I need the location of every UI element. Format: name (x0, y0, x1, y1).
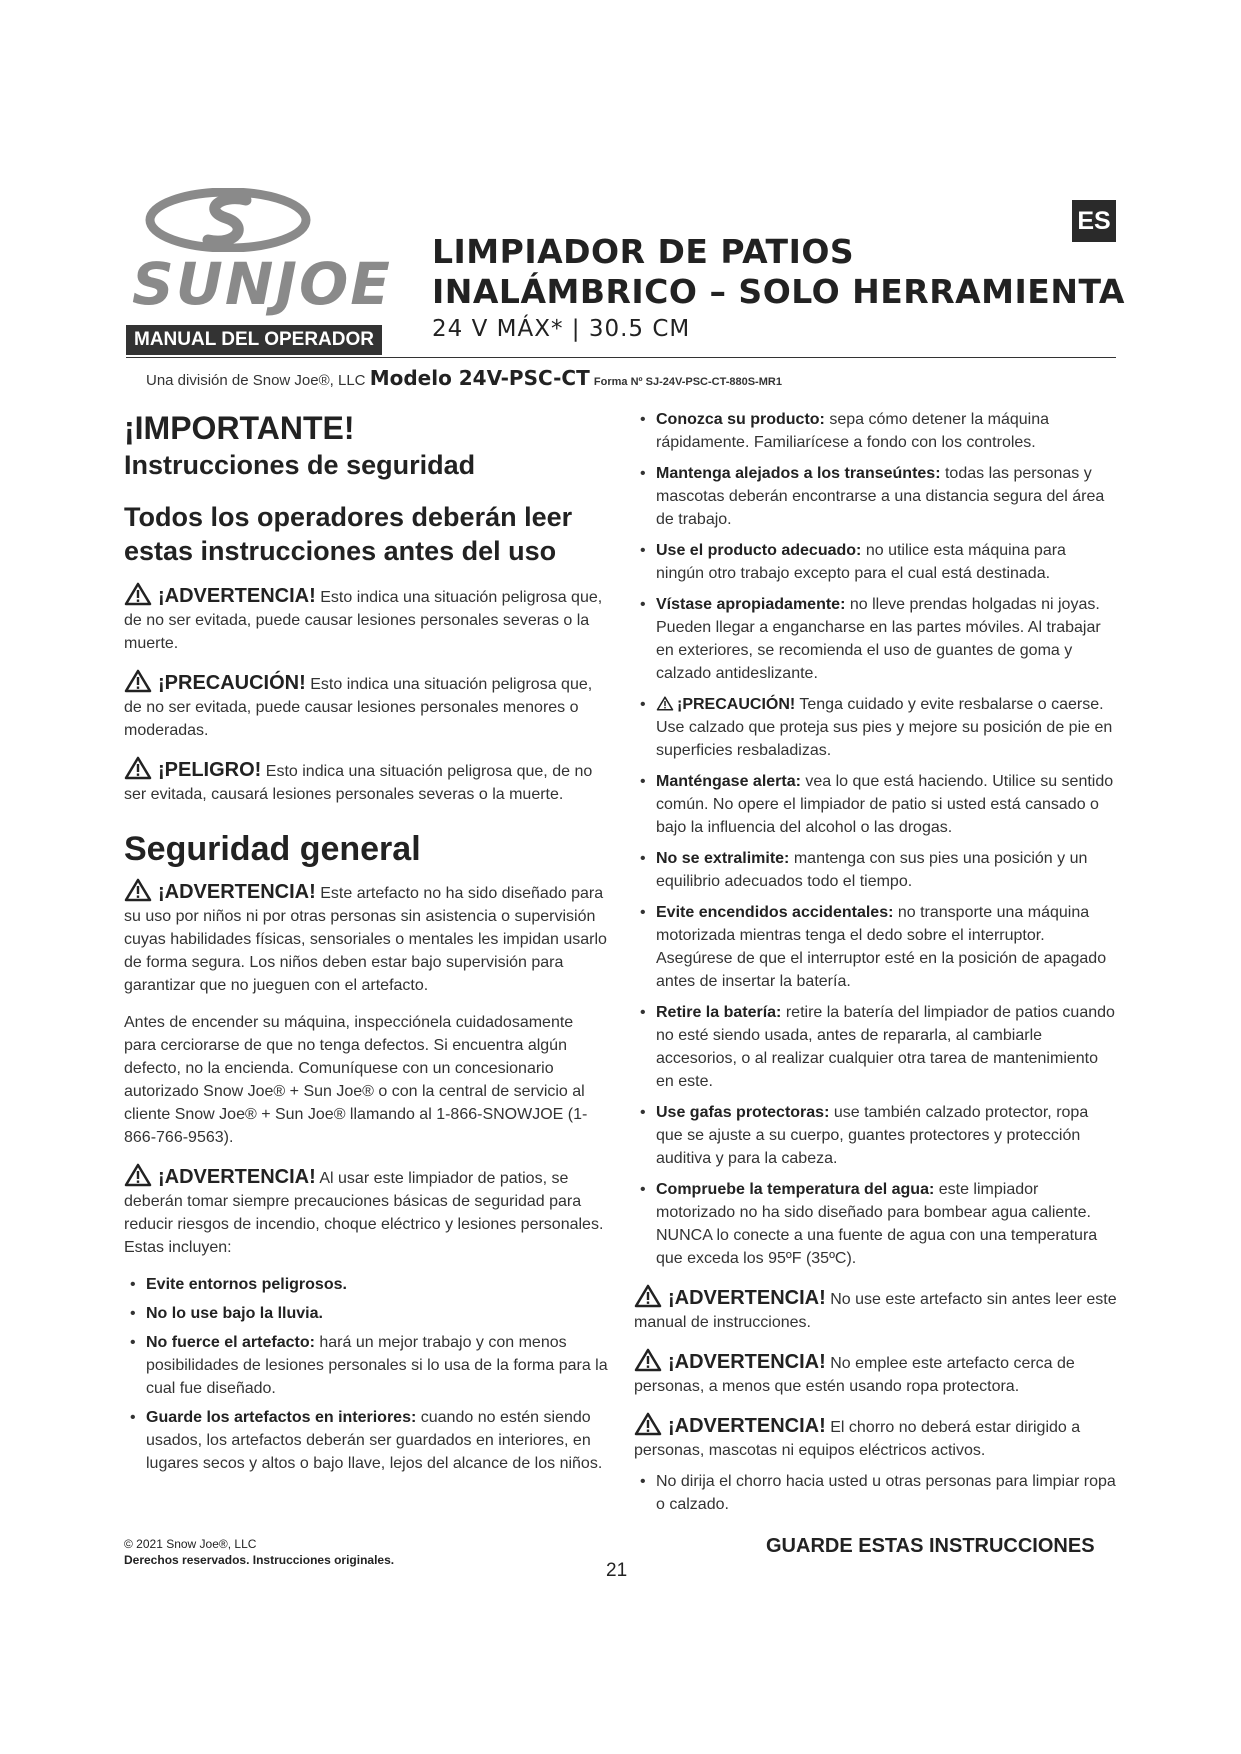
list-item: • Conozca su producto: sepa cómo detener la máquina rápidamente. Familiarícese a fondo con los controles. (634, 408, 1118, 454)
list-item: • Use el producto adecuado: no utilice esta máquina para ningún otro trabajo excepto para el cual está destinada. (634, 539, 1118, 585)
list-item: • Mantenga alejados a los transeúntes: todas las personas y mascotas deberán encontrarse a una distancia segura del área de trabajo. (634, 462, 1118, 531)
page-number: 21 (606, 1560, 628, 1581)
language-badge: ES (1072, 200, 1116, 242)
spray-bullet-list (634, 1470, 1118, 1516)
save-instructions: GUARDE ESTAS INSTRUCCIONES (766, 1535, 1095, 1557)
title-line-1: LIMPIADOR DE PATIOS (432, 232, 855, 271)
basic-precautions-warning: ¡ADVERTENCIA! Al usar este limpiador de patios, se deberán tomar siempre precauciones básicas de seguridad para reducir riesgos de incendio, choque eléctrico y lesiones personales. Estas incluyen: (124, 1163, 608, 1259)
list-item: • No fuerce el artefacto: hará un mejor trabajo y con menos posibilidades de lesiones personales si lo usa de la forma para la cual fue diseñado. (124, 1331, 608, 1400)
warning-triangle-icon (634, 1284, 662, 1308)
list-item: • No se extralimite: mantenga con sus pies una posición y un equilibrio adecuados todo el tiempo. (634, 847, 1118, 893)
form-number: Forma Nº SJ-24V-PSC-CT-880S-MR1 (593, 376, 782, 388)
spray-direction-warning: ¡ADVERTENCIA! El chorro no deberá estar dirigido a personas, mascotas ni equipos eléctricos activos. (634, 1412, 1118, 1462)
list-item: • Evite encendidos accidentales: no transporte una máquina motorizada mientras tenga el dedo sobre el interruptor. Asegúrese de que el interruptor esté en la posición de apagado antes de insertar la batería. (634, 901, 1118, 993)
list-item: • Evite entornos peligrosos. (124, 1273, 608, 1296)
warning-triangle-icon (124, 669, 152, 693)
caution-definition: ¡PRECAUCIÓN! Esto indica una situación peligrosa que, de no ser evitada, puede causar lesiones personales menores o moderadas. (124, 669, 608, 742)
warning-triangle-icon (124, 582, 152, 606)
read-manual-warning: ¡ADVERTENCIA! No use este artefacto sin antes leer este manual de instrucciones. (634, 1284, 1118, 1334)
general-safety-heading: Seguridad general (124, 830, 421, 868)
left-bullet-list (124, 1273, 608, 1475)
copyright-notice: © 2021 Snow Joe®, LLC Derechos reservados. Instrucciones originales. (124, 1537, 395, 1567)
children-warning: ¡ADVERTENCIA! Este artefacto no ha sido diseñado para su uso por niños ni por otras personas sin asistencia o supervisión cuyas habilidades físicas, sensoriales o mentales les impidan usarlo de forma segura. Los niños deben estar bajo supervisión para garantizar que no jueguen con el artefacto. (124, 878, 608, 997)
header-divider (126, 357, 1116, 358)
right-bullet-list (634, 408, 1118, 1270)
list-item: • No lo use bajo la lluvia. (124, 1302, 608, 1325)
sunjoe-logo-icon (128, 188, 388, 257)
protective-clothing-warning: ¡ADVERTENCIA! No emplee este artefacto cerca de personas, a menos que estén usando ropa protectora. (634, 1348, 1118, 1398)
warning-triangle-icon (656, 696, 674, 711)
list-item: • Use gafas protectoras: use también calzado protector, ropa que se ajuste a su cuerpo, guantes protectores y protección auditiva y para la cabeza. (634, 1101, 1118, 1170)
page-subtitle: 24 V MÁX* | 30.5 CM (432, 316, 691, 342)
brand-wordmark: SUNJOE (132, 250, 392, 318)
list-item: • Vístase apropiadamente: no lleve prendas holgadas ni joyas. Pueden llegar a engancharse en las partes móviles. Al trabajar en exteriores, se recomienda el uso de guantes de goma y calzado antideslizante. (634, 593, 1118, 685)
title-line-2: INALÁMBRICO – SOLO HERRAMIENTA (432, 272, 1125, 311)
warning-triangle-icon (634, 1348, 662, 1372)
division-text: Una división de Snow Joe®, LLC (146, 372, 366, 389)
warning-triangle-icon (124, 756, 152, 780)
page-title (432, 232, 1125, 312)
manual-label: MANUAL DEL OPERADOR (126, 325, 382, 355)
warning-triangle-icon (124, 878, 152, 902)
list-item: • Guarde los artefactos en interiores: cuando no estén siendo usados, los artefactos deberán ser guardados en interiores, en lugares secos y altos o bajo llave, lejos del alcance de los niños. (124, 1406, 608, 1475)
operators-heading: Todos los operadores deberán leer estas instrucciones antes del uso (124, 502, 573, 566)
important-heading: ¡IMPORTANTE! (124, 410, 355, 446)
list-item: • Compruebe la temperatura del agua: este limpiador motorizado no ha sido diseñado para bombear agua caliente. NUNCA lo conecte a una fuente de agua con una temperatura que exceda los 95ºF (35ºC). (634, 1178, 1118, 1270)
warning-triangle-icon (634, 1412, 662, 1436)
danger-definition: ¡PELIGRO! Esto indica una situación peligrosa que, de no ser evitada, causará lesiones personales severas o la muerte. (124, 756, 608, 806)
instructions-heading: Instrucciones de seguridad (124, 450, 476, 480)
left-column (124, 408, 608, 1485)
right-column (634, 408, 1118, 1526)
list-item: • Retire la batería: retire la batería del limpiador de patios cuando no esté siendo usada, antes de repararla, al cambiarle accesorios, o al realizar cualquier otra tarea de mantenimiento en este. (634, 1001, 1118, 1093)
model-info (146, 366, 782, 390)
warning-triangle-icon (124, 1163, 152, 1187)
list-item: • ¡PRECAUCIÓN! Tenga cuidado y evite resbalarse o caerse. Use calzado que proteja sus pies y mejore su posición de pie en superficies resbaladizas. (634, 693, 1118, 762)
list-item: • Manténgase alerta: vea lo que está haciendo. Utilice su sentido común. No opere el limpiador de patio si usted está cansado o bajo la influencia del alcohol o las drogas. (634, 770, 1118, 839)
warning-definition: ¡ADVERTENCIA! Esto indica una situación peligrosa que, de no ser evitada, puede causar lesiones personales severas o la muerte. (124, 582, 608, 655)
inspect-paragraph: Antes de encender su máquina, inspecciónela cuidadosamente para cerciorarse de que no tenga defectos. Si encuentra algún defecto, no la encienda. Comuníquese con un concesionario autorizado Snow Joe® + Sun Joe® o con la central de servicio al cliente Snow Joe® + Sun Joe® llamando al 1-866-SNOWJOE (1-866-766-9563). (124, 1014, 588, 1146)
list-item: • No dirija el chorro hacia usted u otras personas para limpiar ropa o calzado. (634, 1470, 1118, 1516)
model-number: Modelo 24V-PSC-CT (369, 366, 590, 390)
